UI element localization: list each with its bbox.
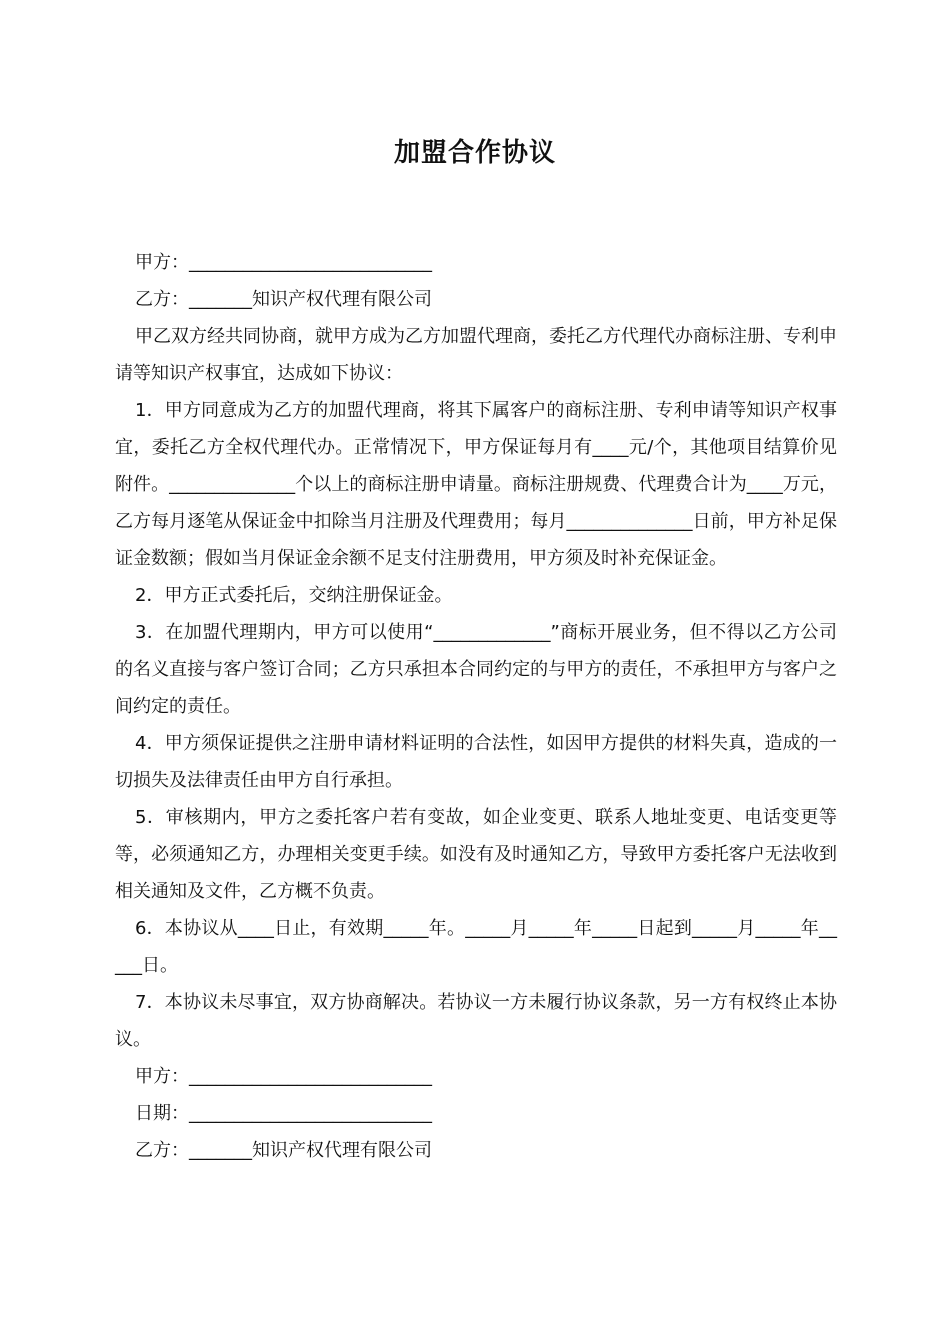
- clause-4: 4．甲方须保证提供之注册申请材料证明的合法性，如因甲方提供的材料失真，造成的一切损失及法律责任由甲方自行承担。: [115, 733, 837, 791]
- signature-party-b: 乙方：_______知识产权代理有限公司: [135, 1140, 432, 1161]
- clause-2: 2．甲方正式委托后，交纳注册保证金。: [135, 585, 453, 606]
- clause-7: 7．本协议未尽事宜，双方协商解决。若协议一方未履行协议条款，另一方有权终止本协议。: [115, 992, 837, 1050]
- signature-date: 日期：___________________________: [135, 1103, 432, 1124]
- clause-1: 1．甲方同意成为乙方的加盟代理商，将其下属客户的商标注册、专利申请等知识产权事宜，委托乙方全权代理代办。正常情况下，甲方保证每月有____元/个，其他项目结算价见附件。______________个以上的商标注册申请量。商标注册规费、代理费合计为____万元，乙方每月逐笔从保证金中扣除当月注册及代理费用；每月______________日前，甲方补足保证金数额；假如当月保证金余额不足支付注册费用，甲方须及时补充保证金。: [115, 400, 837, 569]
- intro-paragraph: 甲乙双方经共同协商，就甲方成为乙方加盟代理商，委托乙方代理代办商标注册、专利申请等知识产权事宜，达成如下协议：: [115, 326, 837, 384]
- signature-party-a: 甲方：___________________________: [135, 1066, 432, 1087]
- party-a-line: 甲方：___________________________: [135, 252, 432, 273]
- clause-3: 3．在加盟代理期内，甲方可以使用“_____________”商标开展业务，但不得以乙方公司的名义直接与客户签订合同；乙方只承担本合同约定的与甲方的责任，不承担甲方与客户之间约定的责任。: [115, 622, 837, 717]
- clause-5: 5．审核期内，甲方之委托客户若有变故，如企业变更、联系人地址变更、电话变更等等，必须通知乙方，办理相关变更手续。如没有及时通知乙方，导致甲方委托客户无法收到相关通知及文件，乙方概不负责。: [115, 807, 837, 902]
- document-title: 加盟合作协议: [393, 138, 556, 168]
- document-body: [115, 244, 837, 1169]
- party-b-line: 乙方：_______知识产权代理有限公司: [135, 289, 432, 310]
- clause-6: 6．本协议从____日止，有效期_____年。_____月_____年_____日起到_____月_____年_____日。: [115, 918, 837, 976]
